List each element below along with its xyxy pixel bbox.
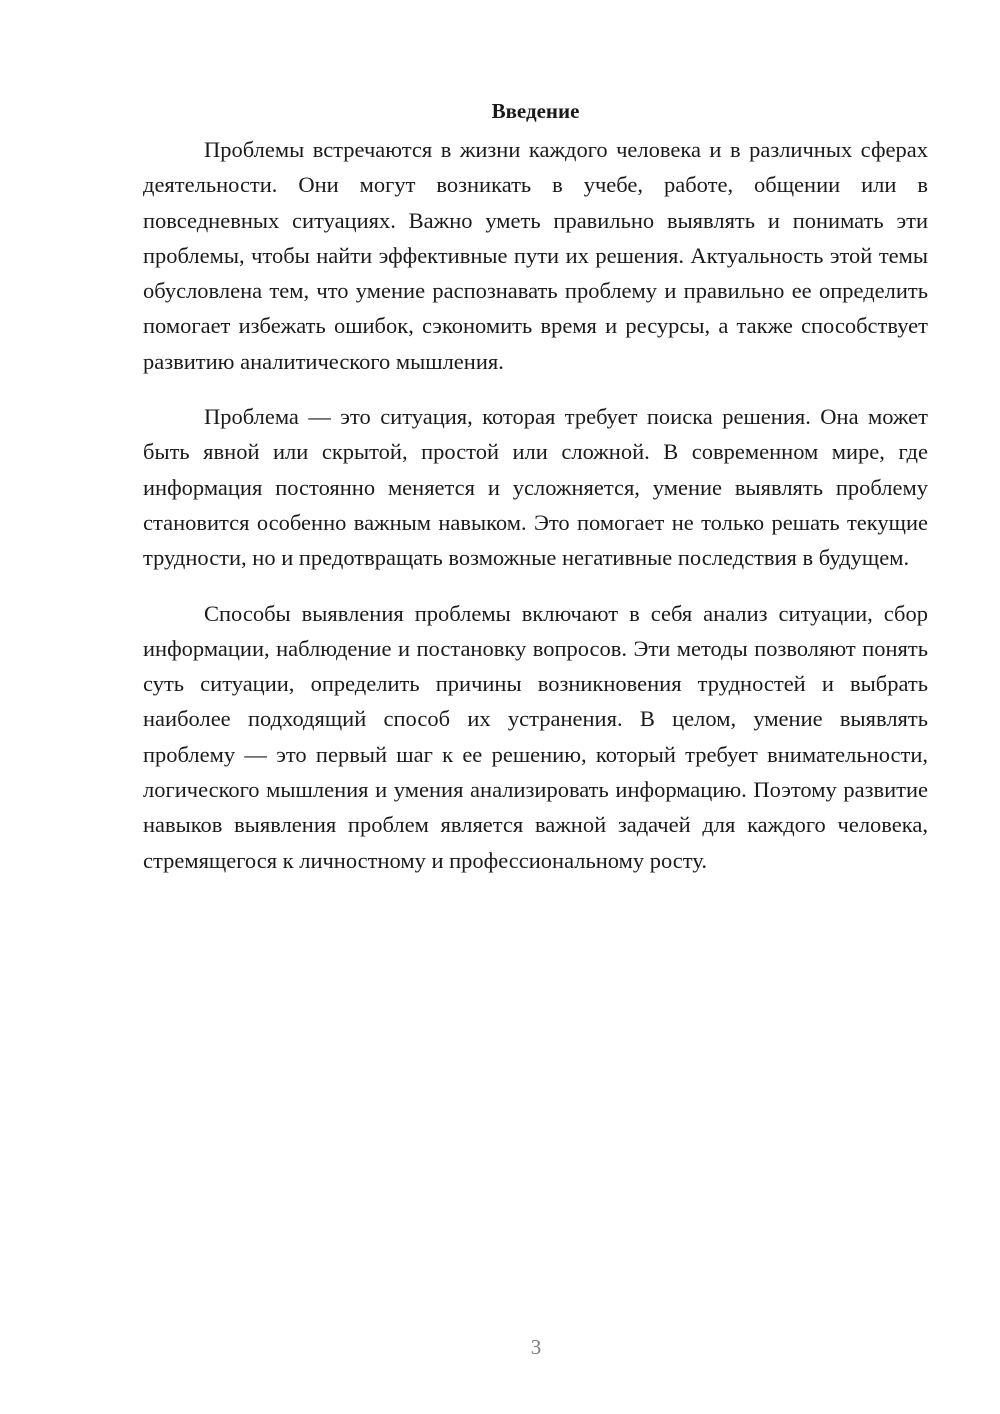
page-number: 3 <box>530 1335 542 1359</box>
page-title: Введение <box>491 99 580 123</box>
paragraph-2: Проблема — это ситуация, которая требует поиска решения. Она может быть явной или скрытой, простой или сложной. В современном мире, где информация постоянно меняется и усложняется, умение выявлять проблему становится особенно важным навыком. Это помогает не только решать текущие трудности, но и предотвращать возможные негативные последствия в будущем. <box>143 404 928 571</box>
paragraph-3: Способы выявления проблемы включают в себя анализ ситуации, сбор информации, наблюдение и постановку вопросов. Эти методы позволяют понять суть ситуации, определить причины возникновения трудностей и выбрать наиболее подходящий способ их устранения. В целом, умение выявлять проблему — это первый шаг к ее решению, который требует внимательности, логического мышления и умения анализировать информацию. Поэтому развитие навыков выявления проблем является важной задачей для каждого человека, стремящегося к личностному и профессиональному росту. <box>143 600 928 873</box>
page-body <box>143 96 928 898</box>
paragraph-1: Проблемы встречаются в жизни каждого человека и в различных сферах деятельности. Они могут возникать в учебе, работе, общении или в повседневных ситуациях. Важно уметь правильно выявлять и понимать эти проблемы, чтобы найти эффективные пути их решения. Актуальность этой темы обусловлена тем, что умение распознавать проблему и правильно ее определить помогает избежать ошибок, сэкономить время и ресурсы, а также способствует развитию аналитического мышления. <box>143 137 928 374</box>
